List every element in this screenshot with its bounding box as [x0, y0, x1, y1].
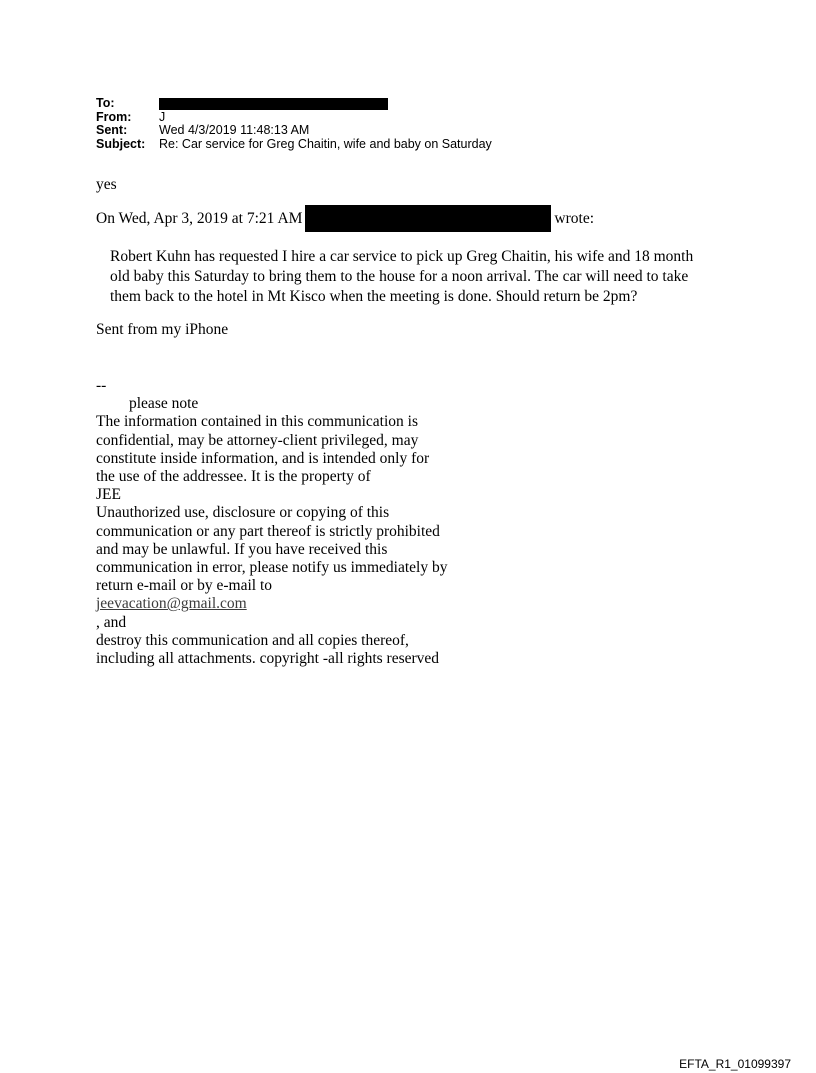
sent-from-signature: Sent from my iPhone	[96, 321, 229, 338]
notice-line: JEE	[96, 486, 121, 504]
document-id: EFTA_R1_01099397	[679, 1057, 791, 1071]
email-link[interactable]: jeevacation@gmail.com	[96, 595, 247, 613]
notice-line: The information contained in this communication is	[96, 413, 418, 431]
email-header	[96, 97, 492, 151]
notice-line: including all attachments. copyright -all rights reserved	[96, 650, 440, 668]
notice-line: communication in error, please notify us immediately by	[96, 559, 448, 577]
quoted-line: Robert Kuhn has requested I hire a car service to pick up Greg Chaitin, his wife and 18 month	[110, 248, 694, 265]
notice-line: the use of the addressee. It is the property of	[96, 468, 371, 486]
sent-row	[96, 124, 492, 138]
notice-line: constitute inside information, and is intended only for	[96, 449, 430, 467]
quote-intro	[96, 205, 594, 232]
quoted-message	[110, 247, 722, 307]
from-label: From:	[96, 109, 132, 124]
notice-line: communication or any part thereof is strictly prohibited	[96, 522, 440, 540]
subject-row	[96, 138, 492, 152]
notice-line: destroy this communication and all copies thereof,	[96, 631, 409, 649]
from-row	[96, 111, 492, 125]
to-row	[96, 97, 492, 111]
notice-line: confidential, may be attorney-client privileged, may	[96, 431, 419, 449]
email-line-suffix: , and	[96, 613, 127, 631]
from-value: J	[159, 109, 166, 124]
sent-value: Wed 4/3/2019 11:48:13 AM	[159, 123, 310, 137]
notice-line: Unauthorized use, disclosure or copying of this	[96, 504, 390, 522]
quote-intro-prefix: On Wed, Apr 3, 2019 at 7:21 AM	[96, 209, 303, 227]
reply-text: yes	[96, 176, 117, 193]
email-line-prefix: return e-mail or by e-mail to	[96, 577, 273, 595]
notice-line: and may be unlawful. If you have received this	[96, 540, 388, 558]
signature-dashes: --	[96, 377, 107, 394]
to-redaction	[159, 98, 388, 110]
to-label: To:	[96, 96, 115, 110]
quoted-line: them back to the hotel in Mt Kisco when the meeting is done. Should return be 2pm?	[110, 288, 638, 305]
sent-label: Sent:	[96, 123, 128, 137]
notice-email-line	[96, 577, 516, 632]
sender-redaction	[305, 205, 551, 232]
confidentiality-notice	[96, 377, 516, 668]
subject-value: Re: Car service for Greg Chaitin, wife and baby on Saturday	[159, 136, 492, 151]
quoted-line: old baby this Saturday to bring them to the house for a noon arrival. The car will need to take	[110, 268, 689, 285]
quote-intro-suffix: wrote:	[554, 209, 595, 227]
signature-note: please note	[129, 395, 199, 413]
subject-label: Subject:	[96, 136, 146, 151]
